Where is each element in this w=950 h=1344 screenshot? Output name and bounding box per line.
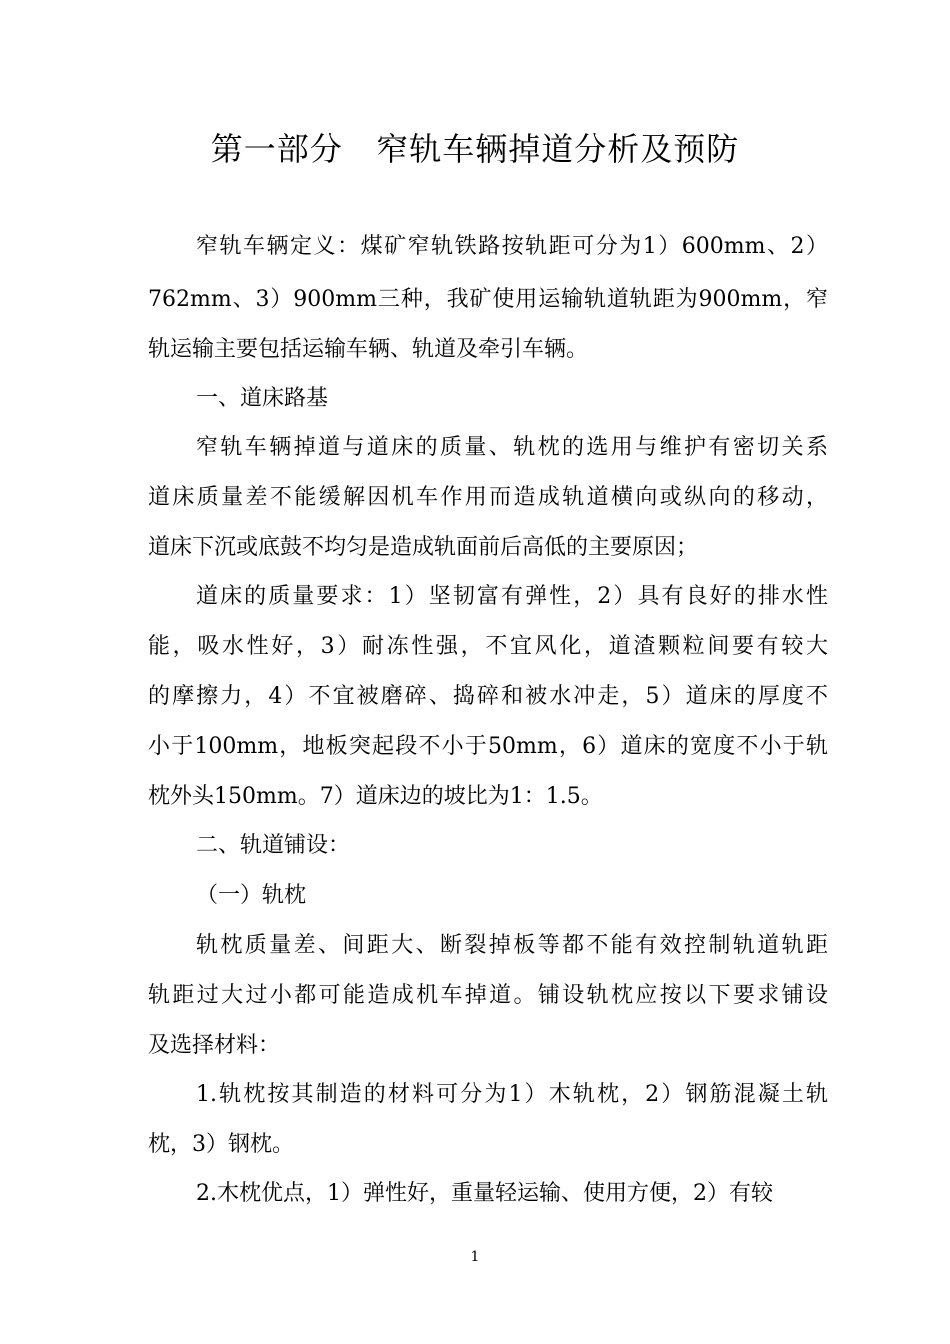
section-heading: 一、道床路基	[196, 386, 329, 411]
subsection-heading: （一）轨枕	[196, 883, 307, 908]
paragraph-line: 道床的质量要求：1）坚韧富有弹性，2）具有良好的排水性	[196, 584, 828, 609]
paragraph-line: 2.木枕优点，1）弹性好，重量轻运输、使用方便，2）有较	[196, 1181, 773, 1206]
paragraph-line: 枕外头150mm。7）道床边的坡比为1：1.5。	[148, 784, 603, 809]
paragraph-line: 及选择材料：	[148, 1033, 281, 1058]
paragraph-line: 轨运输主要包括运输车辆、轨道及牵引车辆。	[148, 337, 589, 362]
paragraph-line: 道床质量差不能缓解因机车作用而造成轨道横向或纵向的移动，	[148, 485, 828, 510]
document-title: 第一部分 窄轨车辆掉道分析及预防	[210, 130, 740, 168]
paragraph-line: 窄轨车辆掉道与道床的质量、轨枕的选用与维护有密切关系	[196, 435, 828, 460]
paragraph-line: 能，吸水性好，3）耐冻性强，不宜风化，道渣颗粒间要有较大	[148, 634, 828, 659]
paragraph-line: 小于100mm，地板突起段不小于50mm，6）道床的宽度不小于轨	[148, 734, 828, 759]
section-heading: 二、轨道铺设：	[196, 833, 351, 858]
paragraph-line: 轨枕质量差、间距大、断裂掉板等都不能有效控制轨道轨距	[196, 933, 828, 958]
paragraph-line: 道床下沉或底鼓不均匀是造成轨面前后高低的主要原因；	[148, 535, 699, 560]
paragraph-line: 762mm、3）900mm三种，我矿使用运输轨道轨距为900mm，窄	[148, 287, 828, 312]
paragraph-line: 1.轨枕按其制造的材料可分为1）木轨枕，2）钢筋混凝土轨	[196, 1082, 828, 1107]
paragraph-line: 轨距过大过小都可能造成机车掉道。铺设轨枕应按以下要求铺设	[148, 983, 828, 1008]
page-number: 1	[470, 1249, 480, 1265]
paragraph-line: 枕，3）钢枕。	[148, 1132, 294, 1157]
paragraph-line: 窄轨车辆定义：煤矿窄轨铁路按轨距可分为1）600mm、2）	[196, 234, 828, 259]
paragraph-line: 的摩擦力，4）不宜被磨碎、捣碎和被水冲走，5）道床的厚度不	[148, 684, 828, 709]
